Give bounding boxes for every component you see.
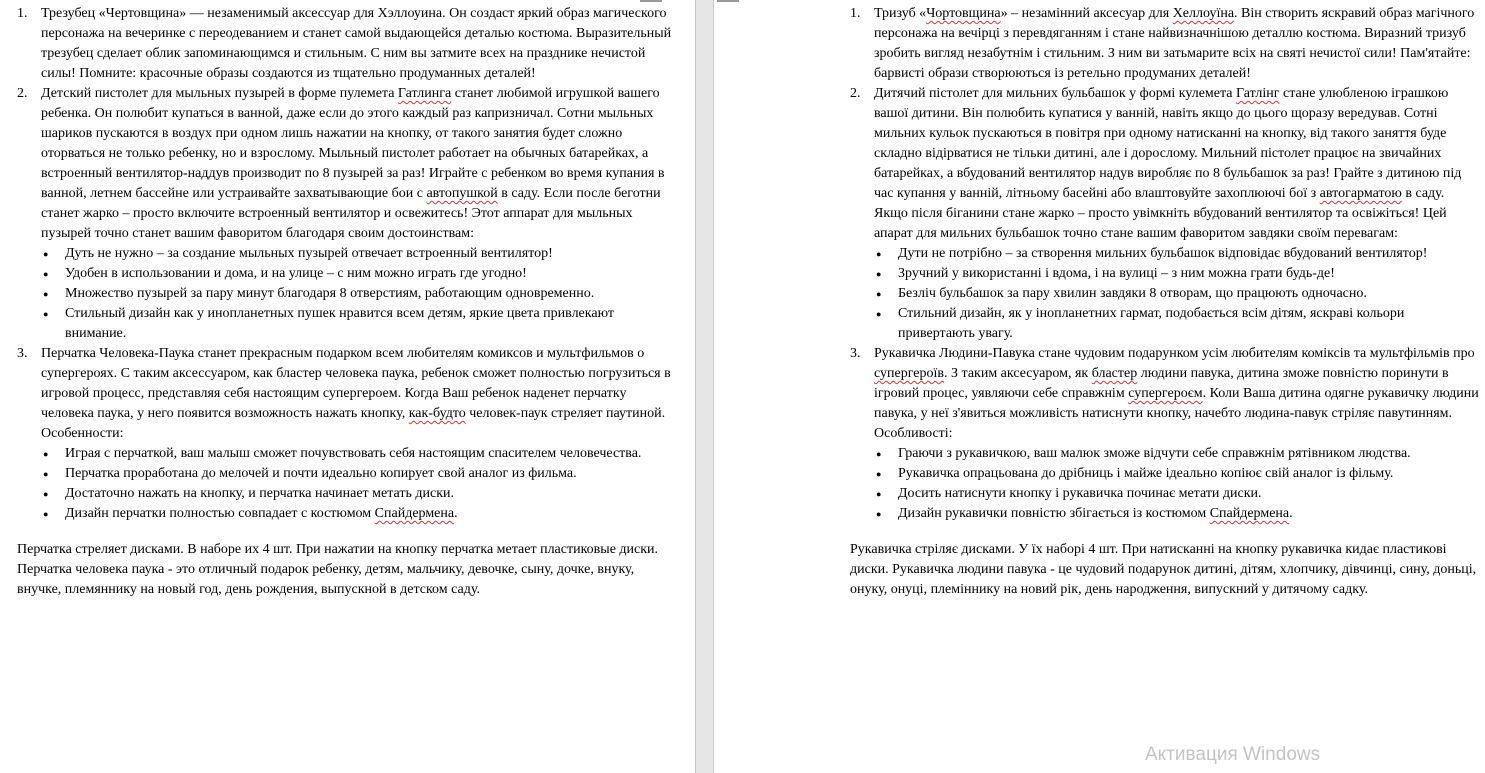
left-document-page [0,0,695,773]
text-run: . Коли Ваша дитина одягне рукавичку людини павука, у неї з'явиться можливість натиснути кнопку, начебто людина-павук стріляє павутинням. Особливості: [874,386,1479,441]
right-list-item-3 [850,344,1480,524]
right-list-item-1 [850,4,1480,84]
text-run: Детский пистолет для мыльных пузырей в форме пулемета [41,86,398,101]
text-run: . [454,506,458,521]
list-item-text[interactable] [874,86,1461,241]
list-number: 3. [850,346,861,361]
bullet-item[interactable]: ● Дути не потрібно – за створення мильних бульбашок відповідає вбудований вентилятор! [874,244,1480,264]
spellcheck-word[interactable]: супергероєм [1128,386,1203,401]
spellcheck-word[interactable]: Спайдермена [374,506,455,521]
right-document-body [850,4,1480,600]
bullet-item[interactable] [41,504,677,524]
spellcheck-word[interactable]: бластер [1091,366,1138,381]
bullet-item[interactable]: ● Граючи з рукавичкою, ваш малюк зможе відчути себе справжнім рятівником людства. [874,444,1480,464]
bullet-item[interactable]: ● Достаточно нажать на кнопку, и перчатка начинает метать диски. [41,484,677,504]
list-item-text[interactable] [874,346,1479,441]
spellcheck-word[interactable]: супергероїв [874,366,945,381]
text-run: Рукавичка Людини-Павука стане чудовим подарунком усім любителям коміксів та мультфільмів про [874,346,1475,361]
text-run: . [1289,506,1293,521]
bullet-item[interactable]: ● Досить натиснути кнопку і рукавичка починає метати диски. [874,484,1480,504]
spellcheck-word[interactable]: как-будто [408,406,466,421]
text-run: » – незамінний аксесуар для [1000,6,1173,21]
text-run: Дизайн рукавички повністю збігається із костюмом [898,506,1210,521]
left-list-item-3 [17,344,677,524]
page-corner-mark [640,0,662,2]
page-gap [695,0,714,773]
left-document-body [17,4,677,600]
spellcheck-word[interactable]: Чортовщина [926,6,1001,21]
bullet-list [874,444,1480,524]
bullet-item[interactable]: ● Зручний у використанні і вдома, і на вулиці – з ним можна грати будь-де! [874,264,1480,284]
text-run: Тризуб « [874,6,927,21]
left-numbered-list [17,4,677,524]
text-run: человек-паук стреляет паутиной. Особенности: [41,406,666,441]
list-item-text[interactable] [41,346,671,441]
text-run: в саду. Якщо після біганини стане жарко – просто увімкніть вбудований вентилятор та освіжіться! Цей апарат для мильних бульбашок точно стане вашим фаворитом завдяки своїм перевагам: [874,186,1447,241]
bullet-item[interactable]: ● Рукавичка опрацьована до дрібниць і майже ідеально копіює свій аналог із фільму. [874,464,1480,484]
list-number: 2. [850,86,861,101]
bullet-item[interactable]: ● Безліч бульбашок за пару хвилин завдяки 8 отворам, що працюють одночасно. [874,284,1480,304]
list-number: 2. [17,86,28,101]
right-list-item-2 [850,84,1480,344]
list-item-text[interactable] [41,86,665,241]
windows-activation-watermark: Активация Windows [1145,744,1321,765]
left-list-item-2 [17,84,677,344]
text-run: Дитячий пістолет для мильних бульбашок у формі кулемета [874,86,1236,101]
right-numbered-list [850,4,1480,524]
bullet-item[interactable] [874,504,1480,524]
text-run: станет любимой игрушкой вашего ребенка. Он полюбит купаться в ванной, даже если до этого каждый раз капризничал. Сотни мыльных шариков пускаются в воздух при одном лишь нажатии на кнопку, от такого занятия будет сложно оторваться не только ребенку, но и взрослому. Мыльный пистолет работает на обычных батарейках, а встроенный вентилятор-наддув производит по 8 пузырей за раз! Играйте с ребенком во время купания в ванной, летнем бассейне или устраивайте захватывающие бои с [41,86,665,201]
bullet-item[interactable]: ● Играя с перчаткой, ваш малыш сможет почувствовать себя настоящим спасителем человечества. [41,444,677,464]
list-item-text[interactable] [874,6,1474,81]
text-run: в саду. Если после беготни станет жарко – просто включите встроенный вентилятор и освежитесь! Этот аппарат для мыльных пузырей точно станет вашим фаворитом благодаря своим достоинствам: [41,186,661,241]
bullet-item[interactable]: ● Стильний дизайн, як у інопланетних гармат, подобається всім дітям, яскраві кольори привертають увагу. [874,304,1480,344]
text-run: . З таким аксесуаром, як [944,366,1092,381]
bullet-list [41,244,677,344]
bullet-item[interactable]: ● Стильный дизайн как у инопланетных пушек нравится всем детям, яркие цвета привлекают внимание. [41,304,677,344]
bullet-item[interactable]: ● Множество пузырей за пару минут благодаря 8 отверстиям, работающим одновременно. [41,284,677,304]
left-list-item-1 [17,4,677,84]
spellcheck-word[interactable]: Спайдермена [1209,506,1290,521]
closing-paragraph[interactable]: Рукавичка стріляє дисками. У їх наборі 4 шт. При натисканні на кнопку рукавичка кидає пластикові диски. Рукавичка людини павука - це чудовий подарунок дитині, дітям, хлопчику, дівчинці, сину, доньці, онуку, онуці, племіннику на новий рік, день народження, випускний у дитячому садку. [850,542,1477,597]
list-number: 1. [17,6,28,21]
text-run: Дизайн перчатки полностью совпадает с костюмом [65,506,375,521]
spellcheck-word[interactable]: автопушкой [426,186,498,201]
spellcheck-word[interactable]: Хеллоуїна [1172,6,1235,21]
spellcheck-word[interactable]: Гатлінг [1236,86,1280,101]
bullet-item[interactable]: ● Дуть не нужно – за создание мыльных пузырей отвечает встроенный вентилятор! [41,244,677,264]
spellcheck-word[interactable]: автогарматою [1319,186,1402,201]
list-item-text[interactable]: Трезубец «Чертовщина» — незаменимый аксессуар для Хэллоуина. Он создаст яркий образ магического персонажа на вечеринке с переодеванием и станет самой выдающейся деталью костюма. Выразительный трезубец сделает облик запоминающимся и стильным. С ним вы затмите всех на празднике нечистой силы! Помните: красочные образы создаются из тщательно продуманных деталей! [41,6,672,81]
text-run: . Він створить яскравий образ магічного персонажа на вечірці з перевдяганням і стане найвизначнішою деталлю костюма. Виразний тризуб зробить вигляд незабутнім і стильним. З ним ви затьмарите всіх на святі нечистої сили! Пам'ятайте: барвисті образи створюються із ретельно продуманих деталей! [874,6,1475,81]
list-number: 3. [17,346,28,361]
bullet-item[interactable]: ● Перчатка проработана до мелочей и почти идеально копирует свой аналог из фильма. [41,464,677,484]
bullet-item[interactable]: ● Удобен в использовании и дома, и на улице – с ним можно играть где угодно! [41,264,677,284]
text-run: стане улюбленою іграшкою вашої дитини. Він полюбить купатися у ванній, навіть якщо до цього щоразу вередував. Сотні мильних кульок пускаються в повітря при одному натисканні на кнопку, від такого заняття буде складно відірватися не тільки дитині, але і дорослому. Мильний пістолет працює на звичайних батарейках, а вбудований вентилятор надув виробляє по 8 бульбашок за раз! Грайте з дитиною під час купання у ванній, літньому басейні або влаштовуйте захоплюючі бої з [874,86,1462,201]
bullet-list [874,244,1480,344]
list-number: 1. [850,6,861,21]
right-document-page [714,0,1485,773]
bullet-list [41,444,677,524]
closing-paragraph[interactable]: Перчатка стреляет дисками. В наборе их 4 шт. При нажатии на кнопку перчатка метает пластиковые диски. Перчатка человека паука - это отличный подарок ребенку, детям, мальчику, девочке, сыну, дочке, внуку, внучке, племяннику на новый год, день рождения, выпускной в детском саду. [17,542,659,597]
text-run: Перчатка Человека-Паука станет прекрасным подарком всем любителям комиксов и мультфильмов о супергероях. С таким аксессуаром, как бластер человека паука, ребенок сможет полностью погрузиться в игровой процесс, представляя себя настоящим супергероем. Когда Ваш ребенок наденет перчатку человека паука, у него появится возможность нажать кнопку, [41,346,671,421]
text-run: людини павука, дитина зможе повністю поринути в ігровий процес, уявляючи себе справжнім [874,366,1449,401]
spellcheck-word[interactable]: Гатлинга [397,86,452,101]
